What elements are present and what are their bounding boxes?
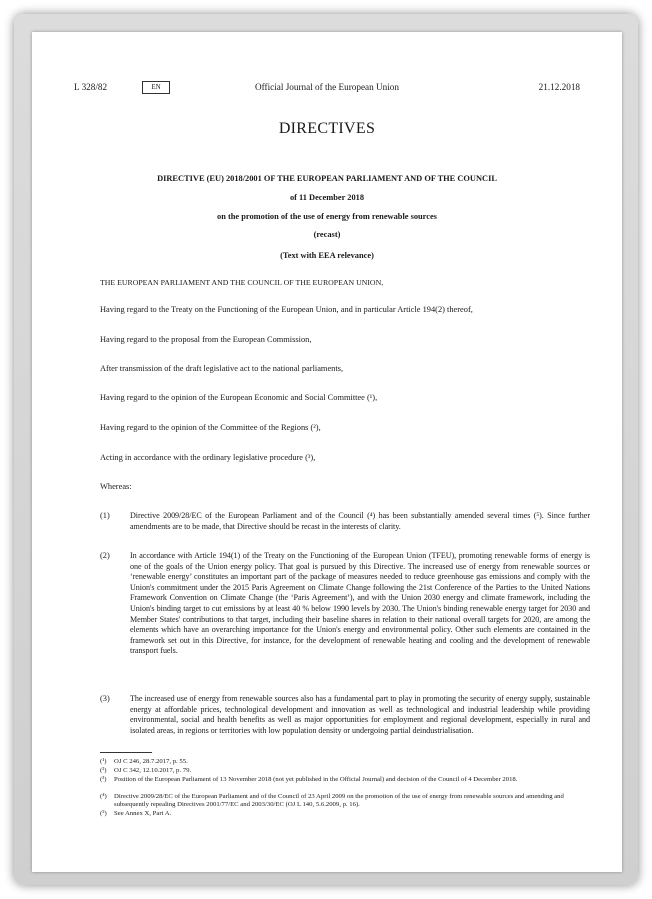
footnote-divider: [100, 752, 152, 753]
preamble-line: Whereas:: [100, 482, 132, 491]
footnote-mark: (⁵): [100, 810, 107, 817]
preamble-line: Acting in accordance with the ordinary legislative procedure (³),: [100, 453, 316, 462]
preamble-line: Having regard to the opinion of the European Economic and Social Committee (¹),: [100, 393, 378, 402]
recital-number: (2): [100, 551, 110, 560]
footnote-mark: (⁴): [100, 793, 107, 800]
footnote-text: OJ C 342, 12.10.2017, p. 79.: [114, 767, 192, 774]
footnote-mark: (¹): [100, 758, 107, 765]
footnote-mark: (²): [100, 767, 107, 774]
language-badge: EN: [142, 81, 170, 94]
publication-date: 21.12.2018: [538, 82, 580, 92]
footnote: [100, 810, 590, 818]
footnote-text: OJ C 246, 28.7.2017, p. 55.: [114, 758, 188, 765]
footnote: [100, 776, 590, 784]
recital-number: (3): [100, 694, 110, 703]
directive-recast: (recast): [313, 230, 341, 239]
directive-title: DIRECTIVE (EU) 2018/2001 OF THE EUROPEAN PARLIAMENT AND OF THE COUNCIL: [157, 174, 497, 183]
preamble-line: THE EUROPEAN PARLIAMENT AND THE COUNCIL OF THE EUROPEAN UNION,: [100, 278, 384, 287]
section-title: DIRECTIVES: [278, 120, 376, 137]
recital-number: (1): [100, 511, 110, 520]
recital-text: In accordance with Article 194(1) of the Treaty on the Functioning of the European Union (TFEU), promoting renewable forms of energy is one of the goals of the Union energy policy. That goal is pursued by this Directive. The increased use of energy from renewable sources or ‘renewable energy’ constitutes an important part of the package of measures needed to reduce greenhouse gas emissions and comply with the Union's commitment under the 2015 Paris Agreement on Climate Change following the 21st Conference of the Parties to the United Nations Framework Convention on Climate Change (the ‘Paris Agreement’), and with the Union 2030 energy and climate framework, including the Union's binding target to cut emissions by at least 40 % below 1990 levels by 2030. The Union's binding renewable energy target for 2030 and Member States' contributions to that target, including their baseline shares in relation to their national overall targets for 2020, are among the elements which have an overarching importance for the Union's energy and environmental policy. Other such elements are contained in the framework set out in this Directive, for instance, for the development of renewable heating and cooling and the development of renewable transport fuels.: [130, 551, 590, 656]
page-reference: L 328/82: [74, 82, 108, 92]
preamble-line: Having regard to the Treaty on the Functioning of the European Union, and in particular Article 194(2) thereof,: [100, 305, 473, 314]
directive-subject: on the promotion of the use of energy from renewable sources: [217, 212, 437, 221]
preamble-line: Having regard to the opinion of the Committee of the Regions (²),: [100, 423, 321, 432]
recital-text: The increased use of energy from renewable sources also has a fundamental part to play in promoting the security of energy supply, sustainable energy at affordable prices, technological development and innovation as well as technological and industrial leadership while providing environmental, social and health benefits as well as major opportunities for employment and regional development, especially in rural and isolated areas, in regions or territories with low population density or undergoing partial deindustrialisation.: [130, 694, 590, 735]
eea-relevance: (Text with EEA relevance): [280, 251, 374, 260]
journal-title: Official Journal of the European Union: [255, 82, 399, 92]
preamble-line: After transmission of the draft legislative act to the national parliaments,: [100, 364, 344, 373]
footnote: [100, 793, 590, 809]
document-page: [32, 32, 622, 872]
footnote-text: Directive 2009/28/EC of the European Parliament and of the Council of 23 April 2009 on the promotion of the use of energy from renewable sources and amending and subsequently repealing Directives 2001/77/EC and 2003/30/EC (OJ L 140, 5.6.2009, p. 16).: [114, 793, 564, 809]
footnote: [100, 767, 590, 775]
footnote-text: See Annex X, Part A.: [114, 810, 172, 817]
recital-text: Directive 2009/28/EC of the European Parliament and of the Council (⁴) has been substantially amended several times (⁵). Since further amendments are to be made, that Directive should be recast in the interests of clarity.: [130, 511, 590, 531]
footnote-text: Position of the European Parliament of 13 November 2018 (not yet published in the Official Journal) and decision of the Council of 4 December 2018.: [114, 776, 518, 783]
directive-date: of 11 December 2018: [289, 193, 365, 202]
footnote: [100, 758, 590, 766]
footnote-mark: (³): [100, 776, 107, 783]
preamble-line: Having regard to the proposal from the European Commission,: [100, 335, 312, 344]
